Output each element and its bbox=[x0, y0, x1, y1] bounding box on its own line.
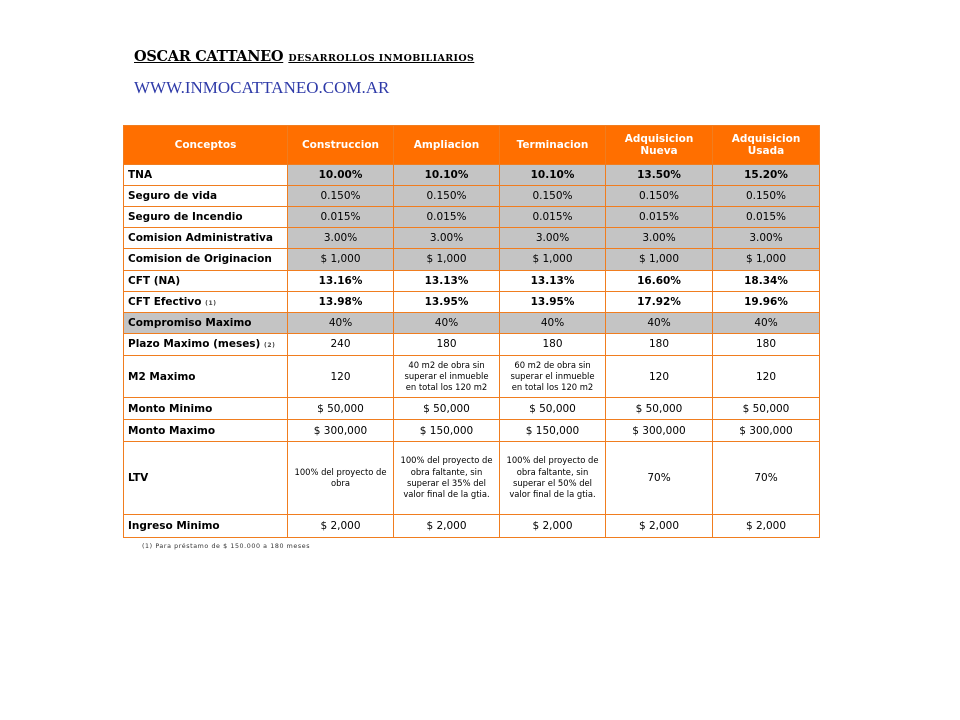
column-header: Terminacion bbox=[500, 126, 606, 165]
column-header: Conceptos bbox=[124, 126, 288, 165]
table-row bbox=[124, 442, 820, 514]
table-cell: 40% bbox=[500, 312, 606, 333]
table-cell: 0.015% bbox=[288, 207, 394, 228]
company-subtitle: DESARROLLOS INMOBILIARIOS bbox=[288, 53, 475, 64]
table-cell: $ 2,000 bbox=[500, 514, 606, 537]
table-cell: 18.34% bbox=[713, 270, 820, 291]
table-cell: $ 1,000 bbox=[606, 249, 713, 270]
row-label: Monto Minimo bbox=[124, 398, 288, 420]
table-cell: 13.13% bbox=[394, 270, 500, 291]
table-row bbox=[124, 398, 820, 420]
table-row bbox=[124, 270, 820, 291]
table-row bbox=[124, 355, 820, 397]
table-cell: 13.16% bbox=[288, 270, 394, 291]
table-row bbox=[124, 312, 820, 333]
table-cell: 180 bbox=[500, 333, 606, 355]
table-cell: 40% bbox=[606, 312, 713, 333]
table-cell: $ 1,000 bbox=[713, 249, 820, 270]
table-row bbox=[124, 333, 820, 355]
table-cell: 10.10% bbox=[500, 165, 606, 186]
column-header: Construccion bbox=[288, 126, 394, 165]
table-cell: 40% bbox=[288, 312, 394, 333]
table-cell: 120 bbox=[606, 355, 713, 397]
row-label: Seguro de vida bbox=[124, 186, 288, 207]
row-footnote-ref: (1) bbox=[205, 299, 217, 307]
table-cell: $ 1,000 bbox=[394, 249, 500, 270]
table-cell: 3.00% bbox=[288, 228, 394, 249]
table-cell: 3.00% bbox=[606, 228, 713, 249]
table-cell: $ 50,000 bbox=[500, 398, 606, 420]
table-cell: $ 300,000 bbox=[606, 420, 713, 442]
table-row bbox=[124, 228, 820, 249]
company-brand bbox=[134, 46, 474, 65]
table-cell: $ 2,000 bbox=[713, 514, 820, 537]
column-header: Adquisicion Usada bbox=[713, 126, 820, 165]
table-row bbox=[124, 165, 820, 186]
table-cell: $ 50,000 bbox=[394, 398, 500, 420]
row-label: Plazo Maximo (meses) (2) bbox=[124, 333, 288, 355]
table-cell: $ 300,000 bbox=[288, 420, 394, 442]
table-cell: 3.00% bbox=[394, 228, 500, 249]
table-cell: 240 bbox=[288, 333, 394, 355]
table-cell: 13.95% bbox=[500, 291, 606, 312]
table-cell: 0.150% bbox=[606, 186, 713, 207]
row-label: Comision de Originacion bbox=[124, 249, 288, 270]
table-cell: 13.98% bbox=[288, 291, 394, 312]
table-cell: 0.150% bbox=[394, 186, 500, 207]
table-cell: 100% del proyecto de obra faltante, sin superar el 35% del valor final de la gtia. bbox=[394, 442, 500, 514]
table-cell: 10.10% bbox=[394, 165, 500, 186]
table-cell: 13.95% bbox=[394, 291, 500, 312]
row-label: Seguro de Incendio bbox=[124, 207, 288, 228]
table-cell: 19.96% bbox=[713, 291, 820, 312]
table-footnote: (1) Para préstamo de $ 150.000 a 180 meses bbox=[142, 543, 311, 550]
table-cell: $ 2,000 bbox=[394, 514, 500, 537]
table-cell: 120 bbox=[713, 355, 820, 397]
row-label: Compromiso Maximo bbox=[124, 312, 288, 333]
table-cell: 10.00% bbox=[288, 165, 394, 186]
row-label: CFT Efectivo (1) bbox=[124, 291, 288, 312]
table-cell: 3.00% bbox=[713, 228, 820, 249]
table-row bbox=[124, 207, 820, 228]
table-cell: $ 300,000 bbox=[713, 420, 820, 442]
table-row bbox=[124, 186, 820, 207]
table-cell: 15.20% bbox=[713, 165, 820, 186]
table-header-row bbox=[124, 126, 820, 165]
row-label: Ingreso Minimo bbox=[124, 514, 288, 537]
row-footnote-ref: (2) bbox=[264, 342, 276, 350]
table-cell: 0.015% bbox=[606, 207, 713, 228]
table-cell: $ 150,000 bbox=[500, 420, 606, 442]
table-cell: 40 m2 de obra sin superar el inmueble en total los 120 m2 bbox=[394, 355, 500, 397]
table-row bbox=[124, 514, 820, 537]
table-cell: $ 50,000 bbox=[606, 398, 713, 420]
table-cell: 40% bbox=[713, 312, 820, 333]
table-cell: 180 bbox=[713, 333, 820, 355]
table-cell: 0.150% bbox=[713, 186, 820, 207]
table-cell: 70% bbox=[713, 442, 820, 514]
table-cell: $ 50,000 bbox=[288, 398, 394, 420]
row-label: TNA bbox=[124, 165, 288, 186]
table-cell: 0.015% bbox=[500, 207, 606, 228]
table-cell: 180 bbox=[606, 333, 713, 355]
table-cell: 0.015% bbox=[713, 207, 820, 228]
table-cell: 60 m2 de obra sin superar el inmueble en total los 120 m2 bbox=[500, 355, 606, 397]
row-label: CFT (NA) bbox=[124, 270, 288, 291]
table-cell: 3.00% bbox=[500, 228, 606, 249]
table-row bbox=[124, 420, 820, 442]
table-cell: 180 bbox=[394, 333, 500, 355]
company-name: OSCAR CATTANEO bbox=[134, 48, 284, 65]
column-header: Adquisicion Nueva bbox=[606, 126, 713, 165]
table-cell: 13.13% bbox=[500, 270, 606, 291]
table-cell: 0.015% bbox=[394, 207, 500, 228]
table-cell: $ 50,000 bbox=[713, 398, 820, 420]
row-label: M2 Maximo bbox=[124, 355, 288, 397]
row-label: Monto Maximo bbox=[124, 420, 288, 442]
table-cell: 13.50% bbox=[606, 165, 713, 186]
table-row bbox=[124, 291, 820, 312]
website-url: WWW.INMOCATTANEO.COM.AR bbox=[134, 78, 390, 97]
table-cell: 0.150% bbox=[288, 186, 394, 207]
table-cell: 0.150% bbox=[500, 186, 606, 207]
table-cell: 70% bbox=[606, 442, 713, 514]
table-cell: 100% del proyecto de obra bbox=[288, 442, 394, 514]
row-label: LTV bbox=[124, 442, 288, 514]
table-cell: $ 2,000 bbox=[288, 514, 394, 537]
table-row bbox=[124, 249, 820, 270]
table-cell: $ 150,000 bbox=[394, 420, 500, 442]
table-cell: 17.92% bbox=[606, 291, 713, 312]
table-cell: 16.60% bbox=[606, 270, 713, 291]
table-cell: 100% del proyecto de obra faltante, sin superar el 50% del valor final de la gtia. bbox=[500, 442, 606, 514]
table-cell: $ 2,000 bbox=[606, 514, 713, 537]
table-cell: 40% bbox=[394, 312, 500, 333]
row-label: Comision Administrativa bbox=[124, 228, 288, 249]
loan-conditions-table bbox=[123, 125, 820, 538]
table-cell: $ 1,000 bbox=[288, 249, 394, 270]
column-header: Ampliacion bbox=[394, 126, 500, 165]
table-cell: 120 bbox=[288, 355, 394, 397]
table-cell: $ 1,000 bbox=[500, 249, 606, 270]
